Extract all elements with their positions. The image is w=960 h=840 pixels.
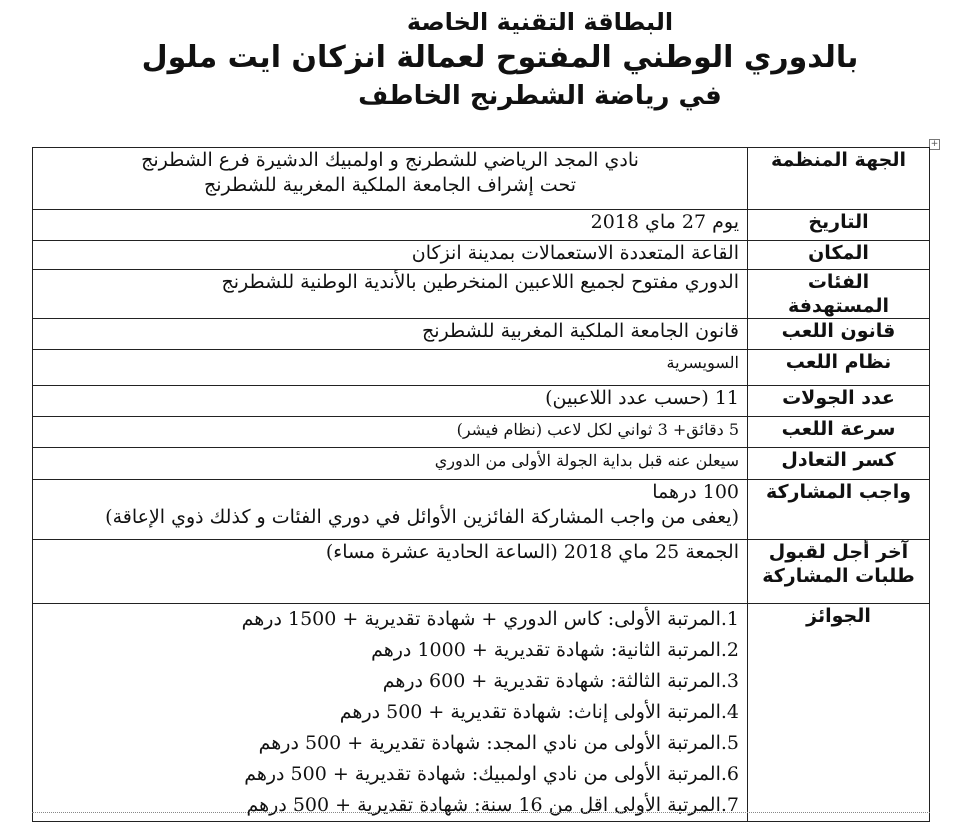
organizer-line-1: نادي المجد الرياضي للشطرنج و اولمبيك الدشيرة فرع الشطرنج [141, 149, 639, 171]
prize-item-2: 2.المرتبة الثانية: شهادة تقديرية + 1000 درهم [371, 639, 739, 661]
value-prizes [33, 604, 748, 822]
header-line-2: بالدوري الوطني المفتوح لعمالة انزكان ايت ملول [141, 40, 859, 75]
entry-fee-note: (يعفى من واجب المشاركة الفائزين الأوائل في دوري الفئات و كذلك ذوي الإعاقة) [105, 506, 739, 528]
label-game-rules: قانون اللعب [748, 319, 930, 350]
row-target-categories [33, 270, 930, 319]
value-game-system: السويسرية [33, 350, 748, 386]
label-rounds: عدد الجولات [748, 386, 930, 417]
value-deadline: الجمعة 25 ماي 2018 (الساعة الحادية عشرة مساء) [33, 540, 748, 604]
prize-item-5: 5.المرتبة الأولى من نادي المجد: شهادة تقديرية + 500 درهم [258, 732, 739, 754]
value-target-categories: الدوري مفتوح لجميع اللاعبين المنخرطين بالأندية الوطنية للشطرنج [33, 270, 748, 319]
label-time-control: سرعة اللعب [748, 417, 930, 448]
label-date: التاريخ [748, 210, 930, 241]
label-prizes: الجوائز [748, 604, 930, 822]
value-date: يوم 27 ماي 2018 [33, 210, 748, 241]
row-rounds [33, 386, 930, 417]
technical-sheet-table [32, 147, 930, 822]
page-bottom-margin-line [32, 812, 930, 813]
document-header [0, 6, 960, 114]
table-move-handle-icon[interactable]: + [930, 139, 939, 149]
row-prizes [33, 604, 930, 822]
row-time-control [33, 417, 930, 448]
header-line-3: في رياضة الشطرنج الخاطف [358, 81, 722, 111]
row-tiebreak [33, 448, 930, 480]
value-entry-fee [33, 480, 748, 540]
row-game-system [33, 350, 930, 386]
prize-item-7: 7.المرتبة الأولى اقل من 16 سنة: شهادة تقديرية + 500 درهم [246, 794, 739, 816]
entry-fee-amount: 100 درهما [652, 481, 739, 503]
label-place: المكان [748, 241, 930, 270]
row-organizer [33, 148, 930, 210]
row-date [33, 210, 930, 241]
value-organizer [33, 148, 748, 210]
label-target-categories: الفئات المستهدفة [748, 270, 930, 319]
value-time-control: 5 دقائق+ 3 ثواني لكل لاعب (نظام فيشر) [33, 417, 748, 448]
value-rounds: 11 (حسب عدد اللاعبين) [33, 386, 748, 417]
label-tiebreak: كسر التعادل [748, 448, 930, 480]
prize-item-3: 3.المرتبة الثالثة: شهادة تقديرية + 600 درهم [382, 670, 739, 692]
value-game-rules: قانون الجامعة الملكية المغربية للشطرنج [33, 319, 748, 350]
value-tiebreak: سيعلن عنه قبل بداية الجولة الأولى من الدوري [33, 448, 748, 480]
label-game-system: نظام اللعب [748, 350, 930, 386]
label-organizer: الجهة المنظمة [748, 148, 930, 210]
prize-item-1: 1.المرتبة الأولى: كاس الدوري + شهادة تقديرية + 1500 درهم [241, 608, 739, 630]
organizer-line-2: تحت إشراف الجامعة الملكية المغربية للشطرنج [203, 174, 577, 196]
prize-item-6: 6.المرتبة الأولى من نادي اولمبيك: شهادة تقديرية + 500 درهم [244, 763, 739, 785]
row-place [33, 241, 930, 270]
value-place: القاعة المتعددة الاستعمالات بمدينة انزكان [33, 241, 748, 270]
row-game-rules [33, 319, 930, 350]
label-deadline: آخر أجل لقبول طلبات المشاركة [748, 540, 930, 604]
row-deadline [33, 540, 930, 604]
label-entry-fee: واجب المشاركة [748, 480, 930, 540]
header-line-1: البطاقة التقنية الخاصة [406, 8, 674, 36]
row-entry-fee [33, 480, 930, 540]
prize-item-4: 4.المرتبة الأولى إناث: شهادة تقديرية + 500 درهم [339, 701, 739, 723]
